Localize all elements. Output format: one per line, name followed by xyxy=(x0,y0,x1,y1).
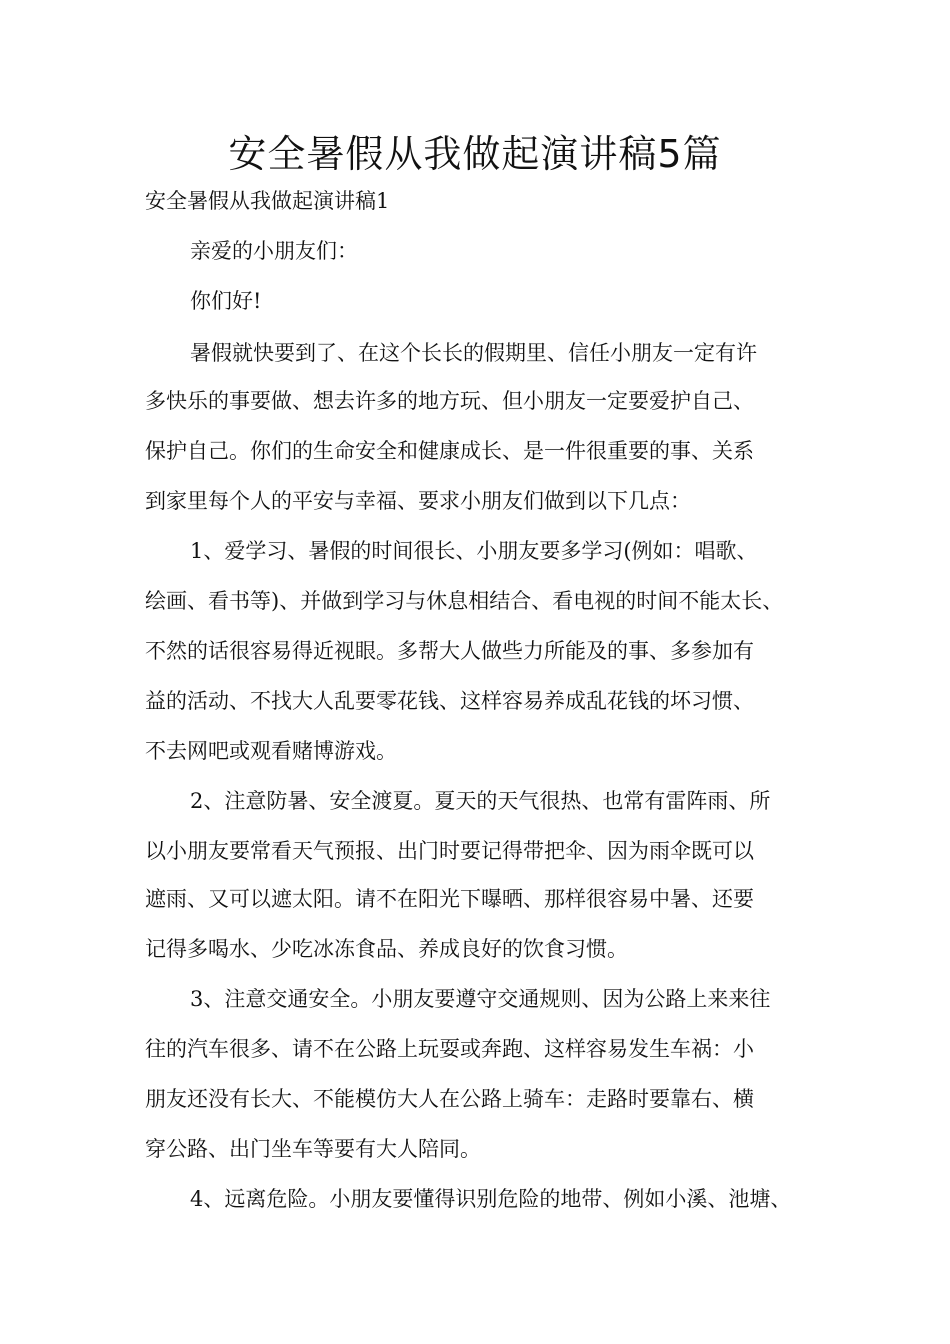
paragraph-line: 暑假就快要到了、在这个长长的假期里、信任小朋友一定有许 xyxy=(190,341,757,365)
paragraph-line: 2、注意防暑、安全渡夏。夏天的天气很热、也常有雷阵雨、所 xyxy=(190,789,771,813)
paragraph-line: 记得多喝水、少吃冰冻食品、养成良好的饮食习惯。 xyxy=(145,937,628,961)
paragraph-line: 4、远离危险。小朋友要懂得识别危险的地带、例如小溪、池塘、 xyxy=(190,1187,792,1211)
document-title: 安全暑假从我做起演讲稿5篇 xyxy=(228,132,722,176)
section-heading: 安全暑假从我做起演讲稿1 xyxy=(145,189,390,213)
paragraph-line: 穿公路、出门坐车等要有大人陪同。 xyxy=(145,1137,481,1161)
paragraph-line: 不去网吧或观看赌博游戏。 xyxy=(145,739,397,763)
paragraph-line: 保护自己。你们的生命安全和健康成长、是一件很重要的事、关系 xyxy=(145,439,754,463)
paragraph-line: 多快乐的事要做、想去许多的地方玩、但小朋友一定要爱护自己、 xyxy=(145,389,754,413)
paragraph-line: 到家里每个人的平安与幸福、要求小朋友们做到以下几点： xyxy=(145,489,691,513)
paragraph-line: 朋友还没有长大、不能模仿大人在公路上骑车：走路时要靠右、横 xyxy=(145,1087,754,1111)
paragraph-line: 绘画、看书等)、并做到学习与休息相结合、看电视的时间不能太长、 xyxy=(145,589,784,613)
greeting-line: 亲爱的小朋友们： xyxy=(190,239,358,263)
paragraph-line: 益的活动、不找大人乱要零花钱、这样容易养成乱花钱的坏习惯、 xyxy=(145,689,754,713)
paragraph-line: 遮雨、又可以遮太阳。请不在阳光下曝晒、那样很容易中暑、还要 xyxy=(145,887,754,911)
paragraph-line: 往的汽车很多、请不在公路上玩耍或奔跑、这样容易发生车祸：小 xyxy=(145,1037,754,1061)
paragraph-line: 3、注意交通安全。小朋友要遵守交通规则、因为公路上来来往 xyxy=(190,987,771,1011)
paragraph-line: 1、爱学习、暑假的时间很长、小朋友要多学习(例如：唱歌、 xyxy=(190,539,758,563)
paragraph-line: 不然的话很容易得近视眼。多帮大人做些力所能及的事、多参加有 xyxy=(145,639,754,663)
greeting-line: 你们好! xyxy=(190,289,262,313)
paragraph-line: 以小朋友要常看天气预报、出门时要记得带把伞、因为雨伞既可以 xyxy=(145,839,754,863)
